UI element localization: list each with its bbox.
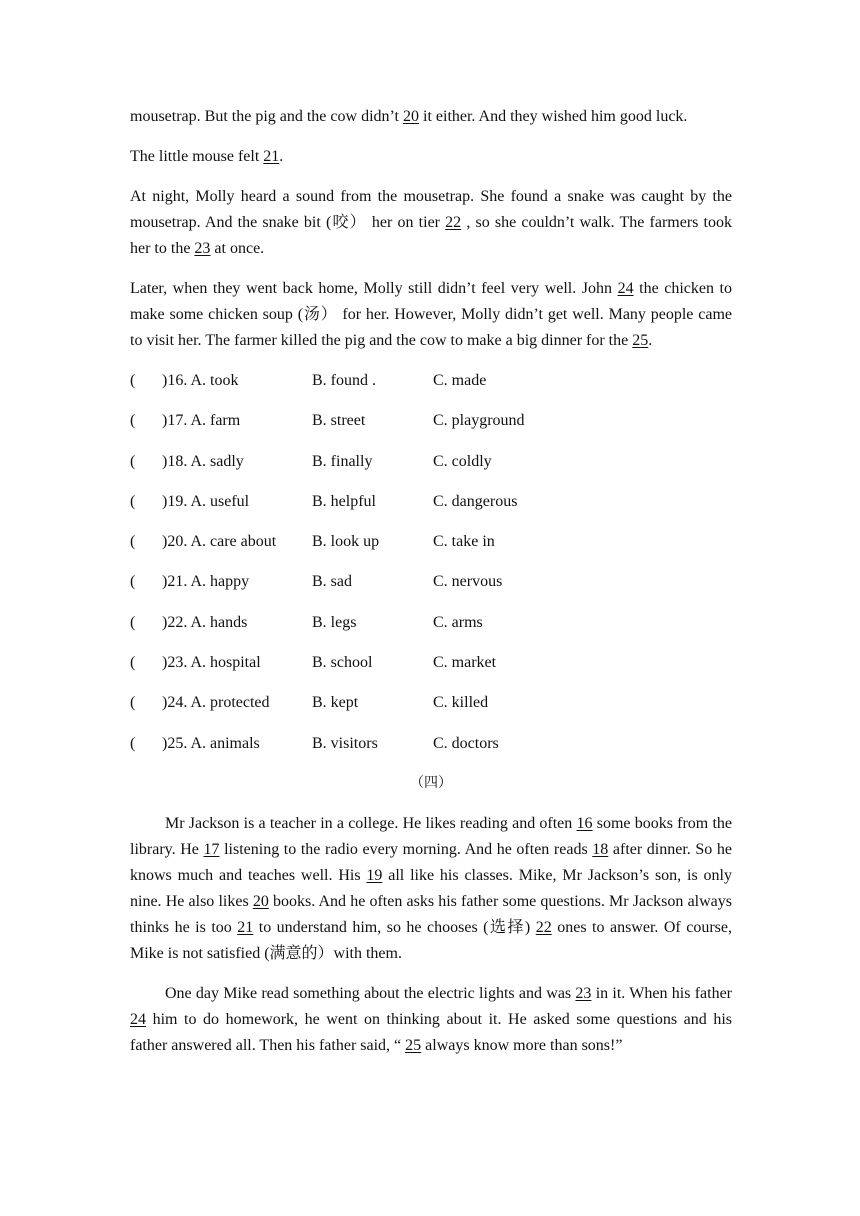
- option-b: B. visitors: [312, 734, 378, 752]
- blank-22: 22: [535, 918, 552, 936]
- section4-paragraph-1: Mr Jackson is a teacher in a college. He likes reading and often 16 some books from the library. He 17 listening to the radio every morning. And he often reads 18 after dinner. So he knows much and teaches well. His 19 all like his classes. Mike, Mr Jackson’s son, is only nine. He also likes 20 books. And he often asks his father some questions. Mr Jackson always thinks he is too 21 to understand him, so he chooses (选择) 22 ones to answer. Of course, Mike is not satisfied (满意的）with them.: [130, 814, 733, 962]
- option-a: )17. A. farm: [162, 412, 241, 430]
- option-c: C. nervous: [433, 573, 503, 591]
- question-24: [130, 690, 732, 716]
- blank-22: 22: [445, 214, 462, 231]
- passage-paragraph-2: The little mouse felt 21.: [130, 148, 284, 165]
- option-c: C. playground: [433, 412, 525, 430]
- option-a: )24. A. protected: [162, 694, 270, 712]
- option-a: )18. A. sadly: [162, 452, 244, 470]
- option-b: B. look up: [312, 533, 380, 551]
- option-c: C. dangerous: [433, 492, 518, 510]
- option-b: B. kept: [312, 694, 359, 712]
- passage-paragraph-3: At night, Molly heard a sound from the mousetrap. She found a snake was caught by the mousetrap. And the snake bit (咬） her on tier 22 , so she couldn’t walk. The farmers took her to the 23 at once.: [130, 188, 732, 257]
- question-23: [130, 650, 732, 676]
- question-17: [130, 408, 732, 434]
- option-b: B. street: [312, 412, 366, 430]
- blank-18: 18: [592, 840, 609, 858]
- option-a: )25. A. animals: [162, 734, 260, 752]
- answer-bracket[interactable]: (: [130, 533, 136, 551]
- option-c: C. arms: [433, 613, 483, 631]
- option-c: C. killed: [433, 694, 489, 712]
- option-c: C. market: [433, 654, 497, 672]
- blank-25: 25: [632, 332, 649, 349]
- question-20: [130, 529, 732, 555]
- question-19: [130, 489, 732, 515]
- option-a: )20. A. care about: [162, 533, 277, 551]
- section-heading: （四）: [410, 775, 452, 791]
- answer-bracket[interactable]: (: [130, 412, 136, 430]
- option-b: B. helpful: [312, 492, 376, 510]
- question-18: [130, 449, 732, 475]
- answer-bracket[interactable]: (: [130, 452, 136, 470]
- passage-paragraph-4: Later, when they went back home, Molly still didn’t feel very well. John 24 the chicken to make some chicken soup (汤） for her. However, Molly didn’t get well. Many people came to visit her. The farmer killed the pig and the cow to make a big dinner for the 25.: [130, 280, 732, 349]
- blank-21: 21: [237, 918, 254, 936]
- blank-17: 17: [203, 840, 220, 858]
- option-b: B. finally: [312, 452, 373, 470]
- blank-16: 16: [576, 814, 593, 832]
- option-a: )19. A. useful: [162, 492, 250, 510]
- answer-bracket[interactable]: (: [130, 734, 136, 752]
- blank-24: 24: [617, 280, 634, 297]
- blank-20: 20: [403, 108, 419, 125]
- page-content: [130, 104, 732, 1073]
- blank-21: 21: [263, 148, 280, 165]
- option-c: C. made: [433, 372, 487, 389]
- option-a: )21. A. happy: [162, 573, 250, 591]
- answer-bracket[interactable]: (: [130, 613, 136, 631]
- option-b: B. school: [312, 654, 373, 672]
- option-c: C. doctors: [433, 734, 499, 752]
- option-a: )23. A. hospital: [162, 654, 261, 672]
- option-a: )22. A. hands: [162, 613, 248, 631]
- passage-paragraph-1: mousetrap. But the pig and the cow didn’t 20 it either. And they wished him good luck.: [130, 108, 688, 125]
- answer-bracket[interactable]: (: [130, 372, 136, 389]
- answer-bracket[interactable]: (: [130, 654, 136, 672]
- option-b: B. legs: [312, 613, 357, 631]
- option-c: C. take in: [433, 533, 495, 551]
- answer-bracket[interactable]: (: [130, 694, 136, 712]
- option-a: )16. A. took: [162, 372, 239, 389]
- blank-24: 24: [130, 1010, 146, 1028]
- blank-23: 23: [575, 984, 592, 1002]
- blank-19: 19: [366, 866, 383, 884]
- answer-bracket[interactable]: (: [130, 573, 136, 591]
- question-25: [130, 731, 732, 757]
- blank-23: 23: [194, 240, 211, 257]
- option-c: C. coldly: [433, 452, 492, 470]
- question-21: [130, 569, 732, 595]
- blank-25: 25: [405, 1036, 422, 1054]
- option-b: B. sad: [312, 573, 352, 591]
- option-b: B. found .: [312, 372, 376, 389]
- question-list: [130, 368, 732, 757]
- blank-20: 20: [252, 892, 269, 910]
- answer-bracket[interactable]: (: [130, 492, 136, 510]
- question-22: [130, 610, 732, 636]
- question-16: [130, 368, 732, 394]
- section4-paragraph-2: One day Mike read something about the electric lights and was 23 in it. When his father 24 him to do homework, he went on thinking about it. He asked some questions and his father answered all. Then his father said, “ 25 always know more than sons!”: [130, 984, 733, 1054]
